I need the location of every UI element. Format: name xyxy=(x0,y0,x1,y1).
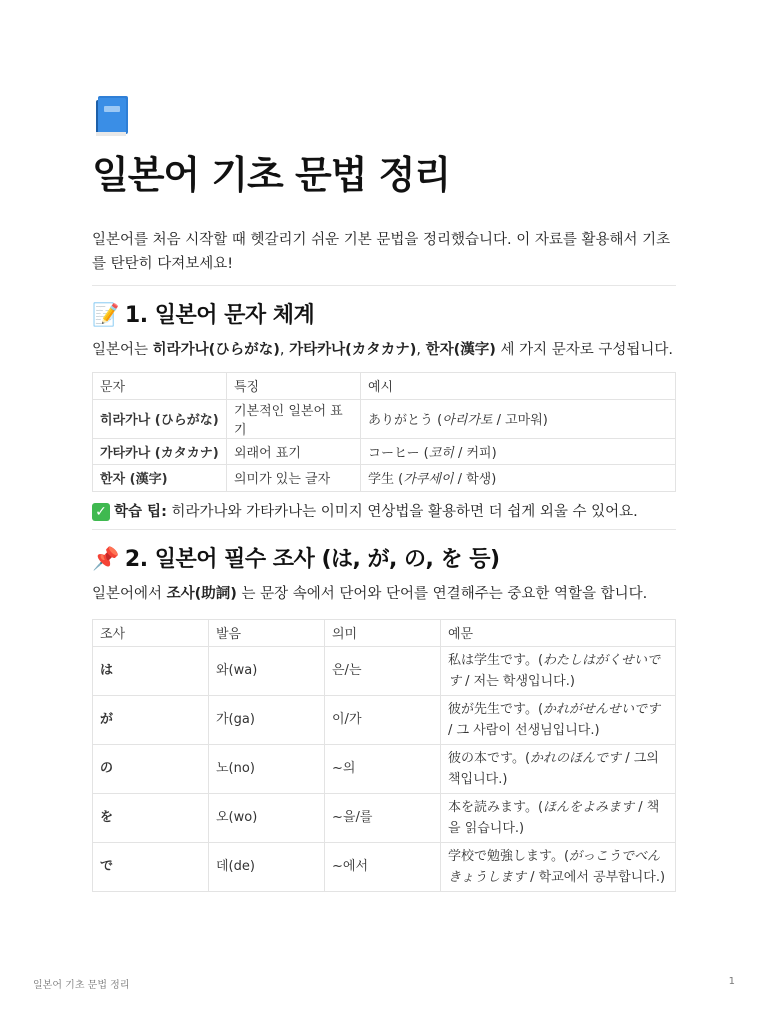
section2-heading xyxy=(92,544,676,576)
section2-heading-text: 2. 일본어 필수 조사 (は, が, の, を 등) xyxy=(124,546,500,572)
example-cell: コーヒー (코히 / 커피) xyxy=(361,438,676,465)
table-header-row xyxy=(93,373,676,400)
writing-system-table xyxy=(92,372,676,492)
tip-label: 학습 팁: xyxy=(114,503,167,520)
pronunciation-cell: 가(ga) xyxy=(209,695,325,744)
meaning-cell: ~을/를 xyxy=(325,793,441,842)
meaning-cell: ~의 xyxy=(325,744,441,793)
column-header: 특징 xyxy=(227,373,361,400)
divider xyxy=(92,529,676,530)
particle-cell: の xyxy=(93,744,209,793)
particle-cell: が xyxy=(93,695,209,744)
page-number: 1 xyxy=(728,976,735,987)
table-row xyxy=(93,399,676,438)
table-header-row xyxy=(93,619,676,646)
table-row xyxy=(93,695,676,744)
column-header: 조사 xyxy=(93,619,209,646)
section1-heading-text: 1. 일본어 문자 체계 xyxy=(124,303,315,328)
script-name-cell: 가타카나 (カタカナ) xyxy=(93,438,227,465)
particle-cell: で xyxy=(93,842,209,891)
tip-text: 히라가나와 가타카나는 이미지 연상법을 활용하면 더 쉽게 외울 수 있어요. xyxy=(166,503,638,520)
table-row xyxy=(93,842,676,891)
pronunciation-cell: 데(de) xyxy=(209,842,325,891)
footer-title: 일본어 기초 문법 정리 xyxy=(33,980,130,991)
example-cell: 学生 (가쿠세이 / 학생) xyxy=(361,465,676,492)
feature-cell: 의미가 있는 글자 xyxy=(227,465,361,492)
column-header: 발음 xyxy=(209,619,325,646)
feature-cell: 기본적인 일본어 표기 xyxy=(227,399,361,438)
check-mark-icon: ✓ xyxy=(92,503,110,521)
document-page xyxy=(92,94,676,892)
feature-cell: 외래어 표기 xyxy=(227,438,361,465)
example-cell: 彼の本です。(かれのほんです / 그의 책입니다.) xyxy=(441,744,676,793)
table-row xyxy=(93,646,676,695)
intro-paragraph: 일본어를 처음 시작할 때 헷갈리기 쉬운 기본 문법을 정리했습니다. 이 자료를 활용해서 기초를 탄탄히 다져보세요! xyxy=(92,232,671,272)
column-header: 문자 xyxy=(93,373,227,400)
example-cell: ありがとう (아리가토 / 고마워) xyxy=(361,399,676,438)
section1-heading xyxy=(92,300,676,332)
script-name-cell: 히라가나 (ひらがな) xyxy=(93,399,227,438)
pronunciation-cell: 오(wo) xyxy=(209,793,325,842)
particles-table xyxy=(92,619,676,892)
column-header: 의미 xyxy=(325,619,441,646)
pushpin-icon: 📌 xyxy=(92,546,119,572)
pronunciation-cell: 와(wa) xyxy=(209,646,325,695)
meaning-cell: 은/는 xyxy=(325,646,441,695)
divider xyxy=(92,285,676,286)
particle-cell: は xyxy=(93,646,209,695)
example-cell: 彼が先生です。(かれがせんせいです / 그 사람이 선생님입니다.) xyxy=(441,695,676,744)
book-icon xyxy=(92,94,132,138)
example-cell: 私は学生です。(わたしはがくせいです / 저는 학생입니다.) xyxy=(441,646,676,695)
script-name-cell: 한자 (漢字) xyxy=(93,465,227,492)
column-header: 예시 xyxy=(361,373,676,400)
example-cell: 本を読みます。(ほんをよみます / 책을 읽습니다.) xyxy=(441,793,676,842)
table-row xyxy=(93,438,676,465)
table-row xyxy=(93,465,676,492)
table-row xyxy=(93,793,676,842)
table-row xyxy=(93,744,676,793)
column-header: 예문 xyxy=(441,619,676,646)
meaning-cell: ~에서 xyxy=(325,842,441,891)
section2-description: 일본어에서 조사(助詞) 는 문장 속에서 단어와 단어를 연결해주는 중요한 역할을 합니다. xyxy=(92,585,648,602)
page-title: 일본어 기초 문법 정리 xyxy=(92,153,451,197)
example-cell: 学校で勉強します。(がっこうでべんきょうします / 학교에서 공부합니다.) xyxy=(441,842,676,891)
pronunciation-cell: 노(no) xyxy=(209,744,325,793)
section1-description: 일본어는 히라가나(ひらがな), 가타카나(カタカナ), 한자(漢字) 세 가지 문자로 구성됩니다. xyxy=(92,342,674,358)
study-tip xyxy=(92,501,676,523)
particle-cell: を xyxy=(93,793,209,842)
meaning-cell: 이/가 xyxy=(325,695,441,744)
memo-icon: 📝 xyxy=(92,303,119,328)
